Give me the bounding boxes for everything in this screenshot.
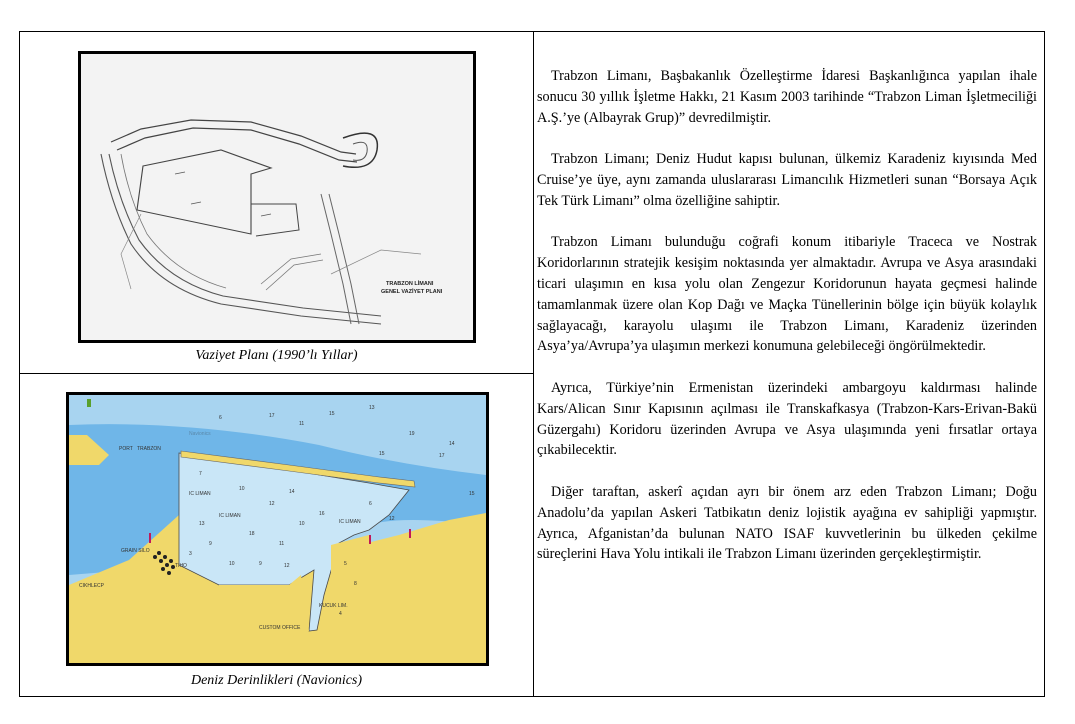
chart-label-limani-3: IC LIMAN [339,519,361,525]
depth-sounding: 11 [279,541,285,547]
depth-sounding: 10 [299,521,305,527]
depth-sounding: 15 [329,411,335,417]
chart-label-port: PORT [119,446,133,452]
depth-sounding: 14 [449,441,455,447]
depth-sounding: 7 [199,471,202,477]
depth-sounding: 9 [209,541,212,547]
depth-sounding: 14 [289,489,295,495]
depth-sounding: 15 [379,451,385,457]
depth-sounding: 12 [269,501,275,507]
depth-sounding: 8 [354,581,357,587]
plan-caption: Vaziyet Planı (1990’lı Yıllar) [195,348,358,363]
plan-title-line1: TRABZON LİMANI [386,281,434,287]
depth-sounding: 10 [229,561,235,567]
chart-label-kucuk-liman: KUCUK LIM. [319,603,348,609]
depth-sounding: 4 [339,611,342,617]
paragraph-3: Trabzon Limanı bulunduğu coğrafi konum itibariyle Traceca ve Nostrak Koridorlarının stratejik kesişim noktasında yer almaktadır. Avrupa ve Asya arasındaki ticari ulaşımın en kısa yolu olan Zengezur Koridorunun hayata geçmesi halinde tamamlanmak üzere olan Kop Dağı ve Maçka Tünellerinin bölge için büyük kolaylık sağlayacağı, karayolu ulaşımı ile Trabzon Limanı, Karadeniz üzerinden Asya’ya/Avrupa’ya ulaşımın merkezi konumuna gelebileceği öngörülmektedir. [537,234,1037,355]
paragraph-2: Trabzon Limanı; Deniz Hudut kapısı bulunan, ülkemiz Karadeniz kıyısında Med Cruise’ye üye, aynı zamanda uluslararası Limancılık Hizmetleri sunan “Borsaya Açık Tek Türk Limanı” olma özelliğine sahiptir. [537,151,1037,209]
depth-sounding: 12 [284,563,290,569]
chart-label-limani-2: IC LIMAN [219,513,241,519]
text-column [537,66,1037,586]
depth-sounding: 16 [319,511,325,517]
table-row-divider [19,373,534,374]
paragraph-4: Ayrıca, Türkiye’nin Ermenistan üzerindeki ambargoyu kaldırması halinde Kars/Alican Sınır Kapısının açılması ile Transkafkasya (Trabzon-Kars-Erivan-Bakü Güzergahı) Koridoru üzerinden Avrupa ve Asya ulaşımında yeni fırsatlar ortaya çıkabilecektir. [537,379,1037,459]
depth-sounding: 13 [199,521,205,527]
depth-sounding: 15 [469,491,475,497]
depth-sounding: 19 [409,431,415,437]
chart-label-grain-silo: GRAIN SILO [121,548,150,554]
depth-sounding: 12 [389,516,395,522]
plan-title-line2: GENEL VAZİYET PLANI [381,289,443,295]
depth-sounding: 3 [189,551,192,557]
depth-sounding: 5 [344,561,347,567]
depth-sounding: 17 [269,413,275,419]
chart-label-trabzon: TRABZON [137,446,161,452]
depth-sounding: 9 [259,561,262,567]
site-plan-image [78,51,476,343]
chart-watermark: Navionics [189,431,211,437]
depth-sounding: 13 [369,405,375,411]
paragraph-5: Diğer taraftan, askerî açıdan ayrı bir önem arz eden Trabzon Limanı; Doğu Anadolu’da yapılan Askeri Tatbikatın deniz lojistik ayağına ev sahipliği yapmıştır. Ayrıca, Afganistan’da bulunan NATO ISAF kuvvetlerinin bu ülkeden çekilme süreçlerini Hava Yolu intikali ile Trabzon Limanı üzerinden gerçekleştirmiştir. [537,483,1037,563]
chart-label-tiho: TIHO [175,563,187,569]
paragraph-1: Trabzon Limanı, Başbakanlık Özelleştirme İdaresi Başkanlığınca yapılan ihale sonucu 30 yıllık İşletme Hakkı, 21 Kasım 2003 tarihinde “Trabzon Liman İşletmeciliği A.Ş.’ye (Albayrak Grup)” devredilmiştir. [537,68,1037,126]
depth-sounding: 6 [369,501,372,507]
table-column-divider [533,31,534,697]
nautical-chart-image [66,392,489,666]
chart-caption: Deniz Derinlikleri (Navionics) [190,673,363,688]
chart-label-custom-office: CUSTOM OFFICE [259,625,301,631]
depth-sounding: 17 [439,453,445,459]
chart-label-limani-1: IC LIMAN [189,491,211,497]
depth-sounding: 10 [239,486,245,492]
depth-sounding: 6 [219,415,222,421]
depth-sounding: 11 [299,421,305,427]
chart-label-cikhlecp: CIKHLECP [79,583,105,589]
depth-sounding: 18 [249,531,255,537]
